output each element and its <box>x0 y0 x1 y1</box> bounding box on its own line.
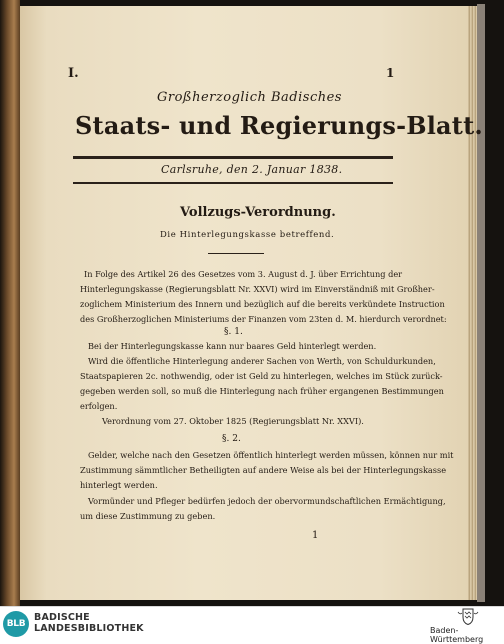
intro-line: zoglichem Ministerium des Innern und bezüglich auf die bereits verkündete Instruction <box>80 299 445 309</box>
section-title: Vollzugs-Verordnung. <box>180 205 336 220</box>
section-subtitle: Die Hinterlegungskasse betreffend. <box>160 230 335 240</box>
coat-of-arms-icon <box>456 608 480 625</box>
corner-mark-left: I. <box>68 66 79 81</box>
corner-page-number: 1 <box>386 66 395 80</box>
book-binding <box>0 0 20 606</box>
section-2-line: hinterlegt werden. <box>80 480 158 490</box>
intro-line: In Folge des Artikel 26 des Gesetzes vom 3. August d. J. über Errichtung der <box>84 269 403 279</box>
section-1-line: Staatspapieren 2c. nothwendig, oder ist Geld zu hinterlegen, welches im Stück zurück- <box>80 371 443 381</box>
region-label: Baden-Württemberg <box>430 626 484 644</box>
section-2-heading: §. 2. <box>222 434 241 444</box>
section-1-reference: Verordnung vom 27. Oktober 1825 (Regierungsblatt Nr. XXVI). <box>102 416 364 426</box>
section-1-line: Wird die öffentliche Hinterlegung anderer Sachen von Werth, von Schuldurkunden, <box>88 356 436 366</box>
library-logo-icon[interactable]: BLB <box>3 611 29 637</box>
section-2-line: um diese Zustimmung zu geben. <box>80 511 216 521</box>
page-edges <box>468 6 477 600</box>
dateline: Carlsruhe, den 2. Januar 1838. <box>161 163 343 176</box>
short-divider <box>208 253 264 254</box>
masthead-title: Staats- und Regierungs-Blatt. <box>75 111 483 140</box>
masthead-small: Großherzoglich Badisches <box>157 90 342 105</box>
section-1-line: gegeben werden soll, so muß die Hinterlegung nach früher ergangenen Bestimmungen <box>80 386 444 396</box>
library-name-line-1: BADISCHE <box>34 612 90 623</box>
section-2-line: Gelder, welche nach den Gesetzen öffentlich hinterlegt werden müssen, können nur mit <box>88 450 454 460</box>
intro-line: Hinterlegungskasse (Regierungsblatt Nr. XXVI) wird im Einverständniß mit Großher- <box>80 284 435 294</box>
page-footer-number: 1 <box>312 530 319 541</box>
masthead-rule-top <box>73 156 393 159</box>
section-1-heading: §. 1. <box>224 327 243 337</box>
intro-line: des Großherzoglichen Ministeriums der Finanzen vom 23ten d. M. hierdurch verordnet: <box>80 314 447 324</box>
section-1-line: erfolgen. <box>80 401 118 411</box>
section-2-line: Vormünder und Pfleger bedürfen jedoch der obervormundschaftlichen Ermächtigung, <box>88 496 446 506</box>
section-2-line: Zustimmung sämmtlicher Betheiligten auf andere Weise als bei der Hinterlegungskasse <box>80 465 447 475</box>
masthead-rule-bottom <box>73 182 393 184</box>
cover-edge <box>477 4 485 602</box>
library-name-line-2: LANDESBIBLIOTHEK <box>34 623 144 634</box>
section-1-line: Bei der Hinterlegungskasse kann nur baares Geld hinterlegt werden. <box>88 341 377 351</box>
